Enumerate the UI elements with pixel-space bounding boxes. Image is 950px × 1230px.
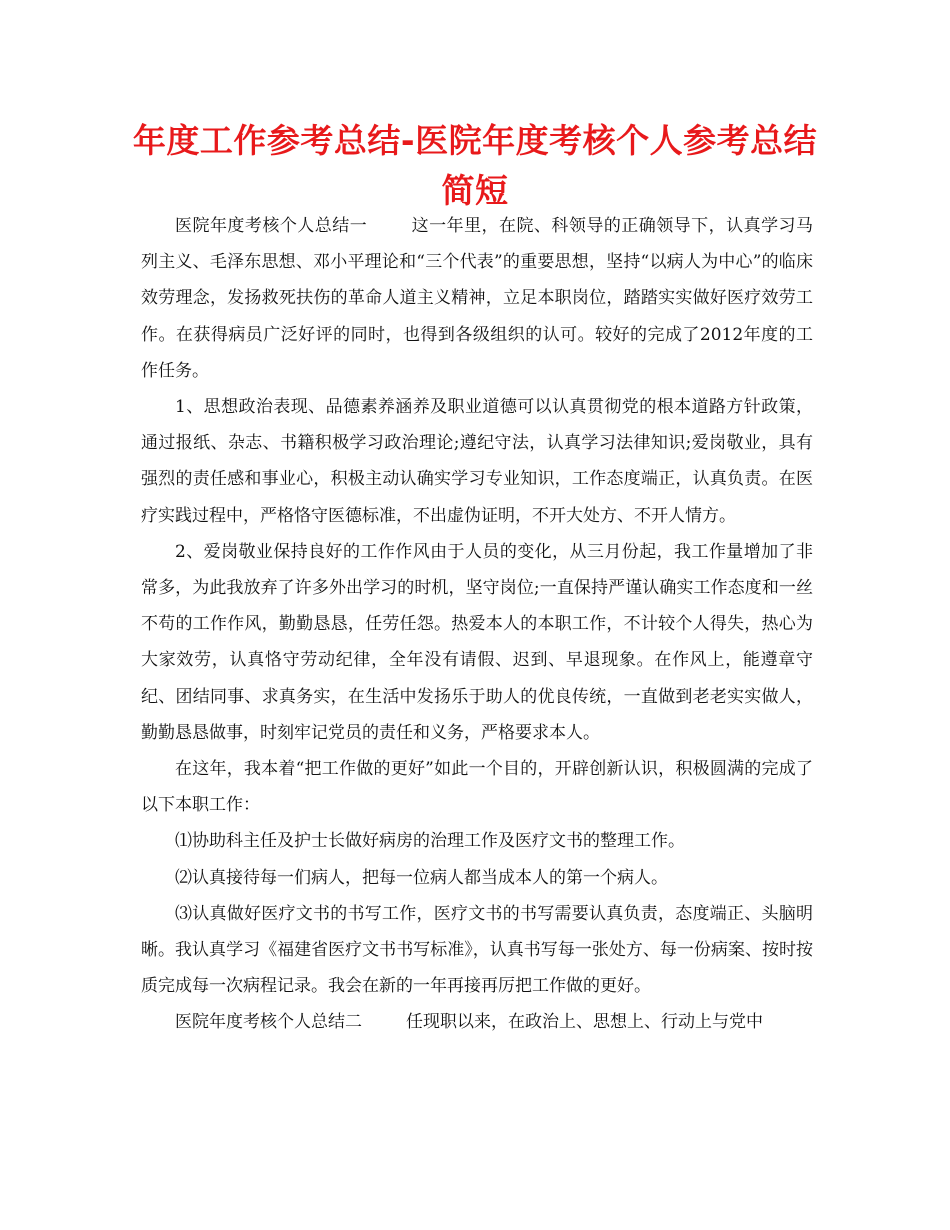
paragraph-summary-2 bbox=[141, 1004, 813, 1040]
paragraph-text: 任现职以来，在政治上、思想上、行动上与党中 bbox=[406, 1012, 763, 1033]
list-item-3: ⑶认真做好医疗文书的书写工作，医疗文书的书写需要认真负责，态度端正、头脑明晰。我认真学习《福建省医疗文书书写标准》，认真书写每一张处方、每一份病案、按时按质完成每一次病程记录。我会在新的一年再接再厉把工作做的更好。 bbox=[141, 903, 813, 997]
paragraph-this-year: 在这年，我本着“把工作做的更好”如此一个目的，开辟创新认识，积极圆满的完成了以下本职工作： bbox=[141, 759, 813, 816]
section-heading-1: 医院年度考核个人总结一 bbox=[175, 216, 368, 236]
document-title: 年度工作参考总结-医院年度考核个人参考总结简短 bbox=[132, 121, 818, 210]
section-heading-2: 医院年度考核个人总结二 bbox=[175, 1012, 362, 1033]
document-body bbox=[141, 208, 813, 1041]
paragraph-point-1: 1、思想政治表现、品德素养涵养及职业道德可以认真贯彻党的根本道路方针政策，通过报纸、杂志、书籍积极学习政治理论;遵纪守法，认真学习法律知识;爱岗敬业，具有强烈的责任感和事业心，积极主动认确实学习专业知识，工作态度端正，认真负责。在医疗实践过程中，严格恪守医德标准，不出虚伪证明，不开大处方、不开人情方。 bbox=[141, 397, 813, 526]
paragraph-intro bbox=[141, 208, 813, 389]
list-item-2: ⑵认真接待每一们病人，把每一位病人都当成本人的第一个病人。 bbox=[175, 867, 668, 888]
paragraph-point-2: 2、爱岗敬业保持良好的工作作风由于人员的变化，从三月份起，我工作量增加了非常多，为此我放弃了许多外出学习的时机，坚守岗位;一直保持严谨认确实工作态度和一丝不苟的工作作风，勤勤恳恳，任劳任怨。热爱本人的本职工作，不计较个人得失，热心为大家效劳，认真恪守劳动纪律，全年没有请假、迟到、早退现象。在作风上，能遵章守纪、团结同事、求真务实，在生活中发扬乐于助人的优良传统，一直做到老老实实做人，勤勤恳恳做事，时刻牢记党员的责任和义务，严格要求本人。 bbox=[141, 541, 813, 743]
list-item-1: ⑴协助科主任及护士长做好病房的治理工作及医疗文书的整理工作。 bbox=[175, 831, 685, 852]
paragraph-text: 这一年里，在院、科领导的正确领导下，认真学习马列主义、毛泽东思想、邓小平理论和“三个代表”的重要思想，坚持“以病人为中心”的临床效劳理念，发扬救死扶伤的革命人道主义精神，立足本职岗位，踏踏实实做好医疗效劳工作。在获得病员广泛好评的同时，也得到各级组织的认可。较好的完成了2012年度的工作任务。 bbox=[141, 216, 814, 381]
